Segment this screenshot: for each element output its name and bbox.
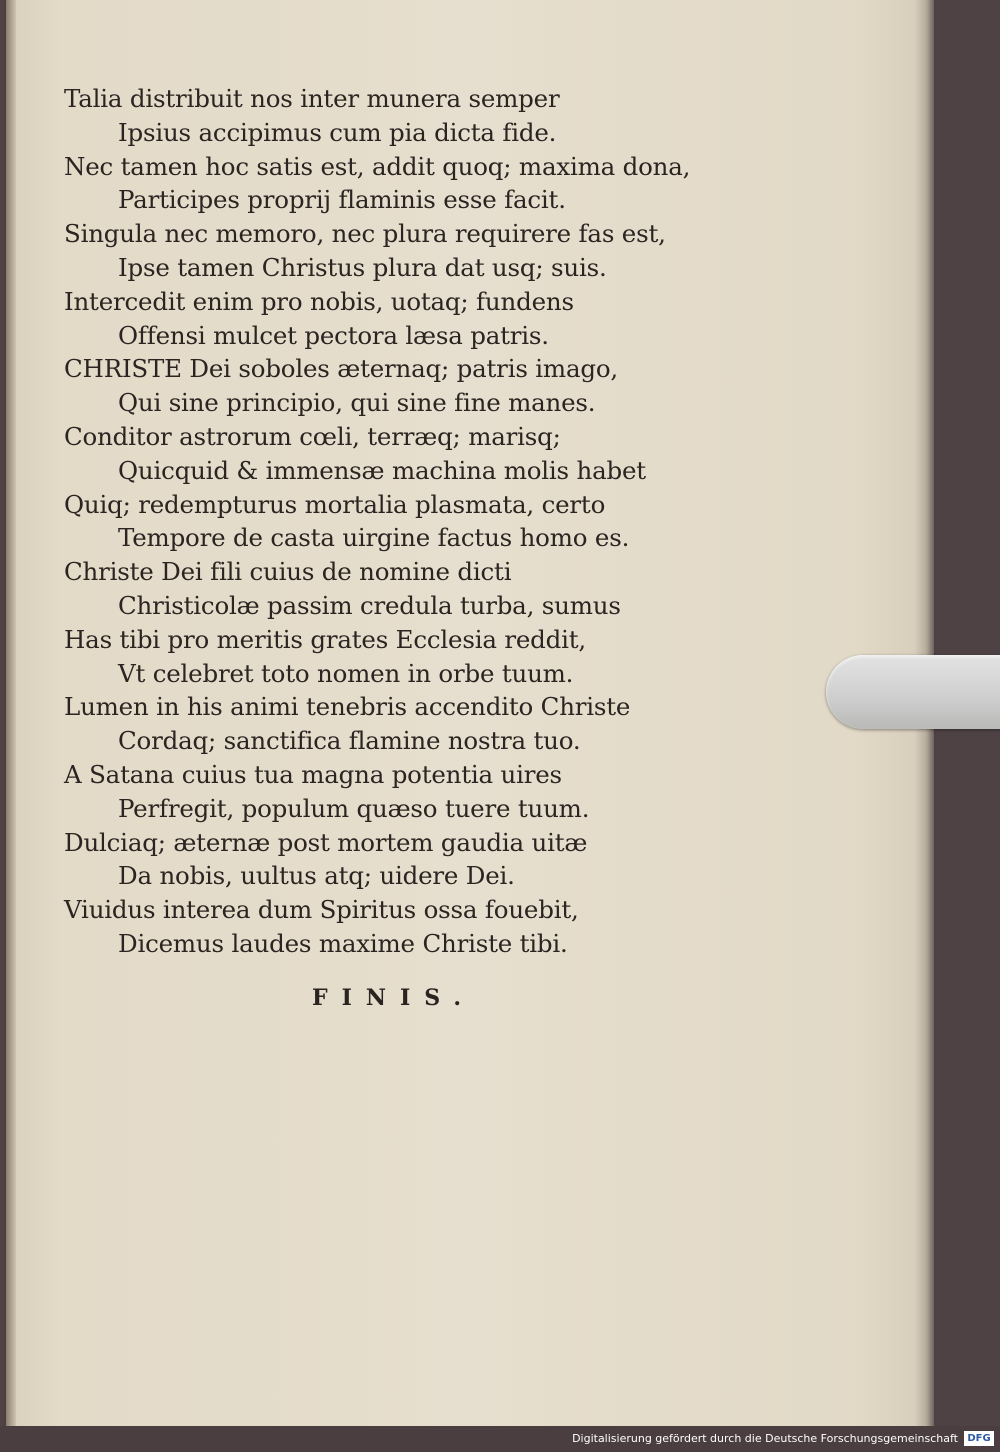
poem-line: Lumen in his animi tenebris accendito Christe xyxy=(64,692,631,722)
page-gutter xyxy=(6,0,16,1426)
finis-heading: FINIS. xyxy=(312,985,476,1011)
poem-line: Christe Dei fili cuius de nomine dicti xyxy=(64,557,512,587)
poem-line: Vt celebret toto nomen in orbe tuum. xyxy=(118,658,574,688)
poem-line: Offensi mulcet pectora læsa patris. xyxy=(118,320,549,350)
funding-credit: Digitalisierung gefördert durch die Deutsche Forschungsgemeinschaft xyxy=(572,1432,958,1445)
poem-line: Tempore de casta uirgine factus homo es. xyxy=(118,523,630,553)
poem-line: CHRISTE Dei soboles æternaq; patris imago, xyxy=(64,354,618,384)
poem-line: Participes proprij flaminis esse facit. xyxy=(118,185,566,215)
footer-bar xyxy=(0,1426,1000,1452)
poem-line: Has tibi pro meritis grates Ecclesia reddit, xyxy=(64,624,586,654)
poem-text xyxy=(64,82,784,961)
poem-line: Conditor astrorum cœli, terræq; marisq; xyxy=(64,421,561,451)
poem-line: Nec tamen hoc satis est, addit quoq; maxima dona, xyxy=(64,151,691,181)
poem-line: Talia distribuit nos inter munera semper xyxy=(64,84,560,113)
poem-line: A Satana cuius tua magna potentia uires xyxy=(64,759,562,789)
poem-line: Christicolæ passim credula turba, sumus xyxy=(118,590,621,620)
poem-line: Singula nec memoro, nec plura requirere fas est, xyxy=(64,219,666,249)
poem-line: Dicemus laudes maxime Christe tibi. xyxy=(118,928,568,958)
poem-line: Intercedit enim pro nobis, uotaq; fundens xyxy=(64,286,574,316)
poem-line: Quicquid & immensæ machina molis habet xyxy=(118,455,646,485)
poem-line: Ipsius accipimus cum pia dicta fide. xyxy=(118,117,557,147)
poem-line: Ipse tamen Christus plura dat usq; suis. xyxy=(118,252,607,282)
poem-line: Dulciaq; æternæ post mortem gaudia uitæ xyxy=(64,827,588,857)
poem-line: Qui sine principio, qui sine fine manes. xyxy=(118,388,596,418)
poem-line: Cordaq; sanctifica flamine nostra tuo. xyxy=(118,726,581,756)
poem-line: Viuidus interea dum Spiritus ossa fouebit, xyxy=(64,895,579,925)
dfg-logo-icon: DFG xyxy=(964,1431,994,1446)
poem-line: Perfregit, populum quæso tuere tuum. xyxy=(118,793,590,823)
poem-line: Da nobis, uultus atq; uidere Dei. xyxy=(118,861,515,891)
page-holder-clip xyxy=(826,655,1000,729)
poem-line: Quiq; redempturus mortalia plasmata, certo xyxy=(64,489,606,519)
